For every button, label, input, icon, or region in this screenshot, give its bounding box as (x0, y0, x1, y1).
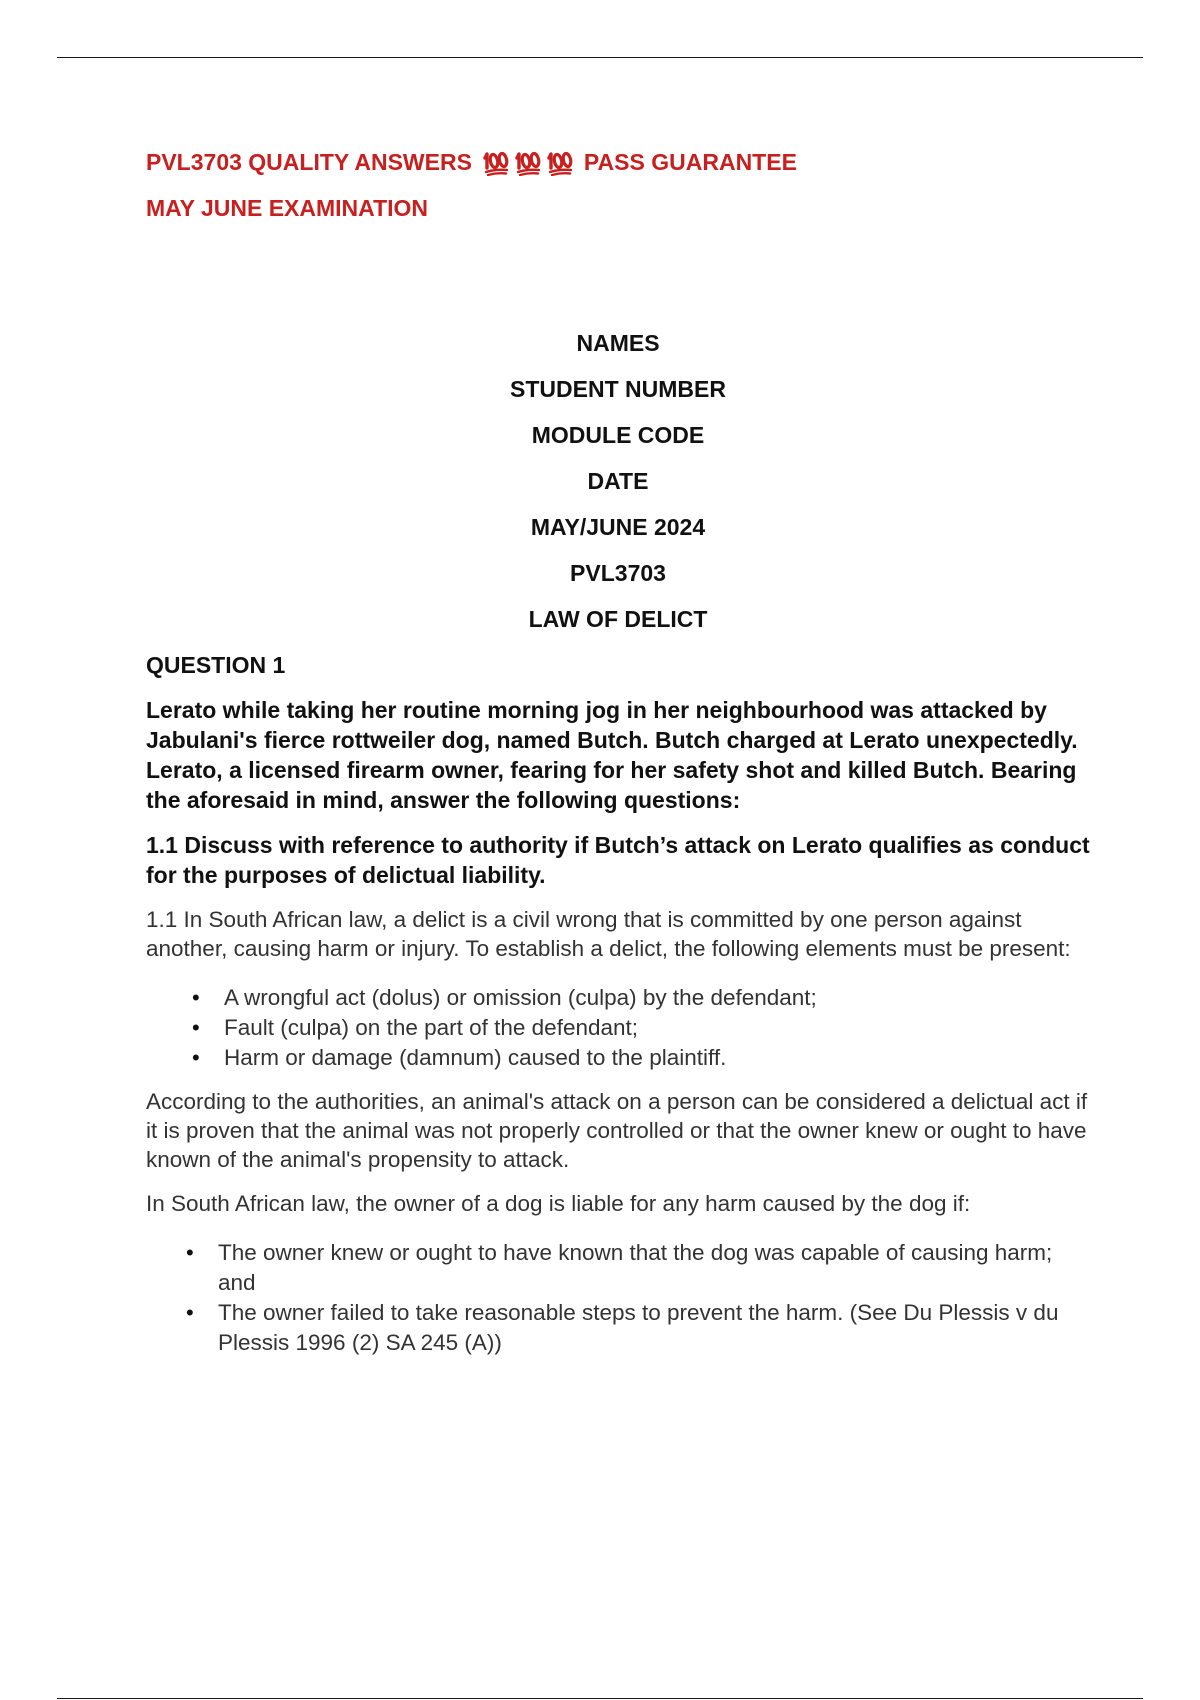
list-item (186, 1238, 1090, 1298)
subquestion-1-1: 1.1 Discuss with reference to authority if Butch’s attack on Lerato qualifies as conduct for the purposes of delictual liability. (146, 832, 1090, 888)
list-item-text: The owner failed to take reasonable steps to prevent the harm. (See Du Plessis v du Plessis 1996 (2) SA 245 (A)) (218, 1300, 1059, 1355)
promo-subtitle: MAY JUNE EXAMINATION (146, 195, 429, 221)
cover-subject: LAW OF DELICT (528, 606, 708, 632)
hundred-points-icon (482, 148, 510, 176)
hundred-points-icon (514, 148, 542, 176)
list-item (192, 1013, 1090, 1043)
hundred-points-icon (546, 148, 574, 176)
cover-student-number: STUDENT NUMBER (510, 376, 726, 402)
cover-names: NAMES (576, 330, 660, 356)
bullet-icon: • (186, 1300, 194, 1325)
bottom-rule (57, 1698, 1143, 1699)
cover-date: DATE (587, 468, 649, 494)
list-item-text: Fault (culpa) on the part of the defendant; (224, 1015, 639, 1040)
list-item-text: Harm or damage (damnum) caused to the plaintiff. (224, 1045, 727, 1070)
answer-intro: 1.1 In South African law, a delict is a civil wrong that is committed by one person against another, causing harm or injury. To establish a delict, the following elements must be present: (146, 907, 1071, 961)
bullet-icon: • (192, 985, 200, 1010)
list-item-text: The owner knew or ought to have known that the dog was capable of causing harm; and (218, 1240, 1053, 1295)
document-page (146, 148, 1090, 1358)
list-item (192, 1043, 1090, 1073)
authorities-paragraph: According to the authorities, an animal's attack on a person can be considered a delictual act if it is proven that the animal was not properly controlled or that the owner knew or ought to have known of the animal's propensity to attack. (146, 1089, 1088, 1172)
owner-conditions-list (146, 1238, 1090, 1358)
bullet-icon: • (186, 1240, 194, 1265)
cover-exam-period: MAY/JUNE 2024 (530, 514, 706, 540)
owner-liability-intro: In South African law, the owner of a dog is liable for any harm caused by the dog if: (146, 1191, 971, 1216)
promo-title-right: PASS GUARANTEE (583, 149, 797, 175)
question-scenario: Lerato while taking her routine morning jog in her neighbourhood was attacked by Jabulani's fierce rottweiler dog, named Butch. Butch charged at Lerato unexpectedly. Lerato, a licensed firearm owner, fearing for her safety shot and killed Butch. Bearing the aforesaid in mind, answer the following questions: (146, 697, 1078, 813)
top-rule (57, 57, 1143, 58)
cover-module: PVL3703 (570, 560, 666, 586)
promo-title (146, 148, 1090, 176)
delict-elements-list (146, 983, 1090, 1073)
question-heading: QUESTION 1 (146, 652, 286, 678)
bullet-icon: • (192, 1045, 200, 1070)
bullet-icon: • (192, 1015, 200, 1040)
list-item (192, 983, 1090, 1013)
list-item (186, 1298, 1090, 1358)
list-item-text: A wrongful act (dolus) or omission (culpa) by the defendant; (224, 985, 817, 1010)
promo-title-left: PVL3703 QUALITY ANSWERS (146, 149, 472, 175)
cover-block (146, 329, 1090, 651)
cover-module-code: MODULE CODE (531, 422, 705, 448)
hundred-badges (482, 148, 574, 176)
